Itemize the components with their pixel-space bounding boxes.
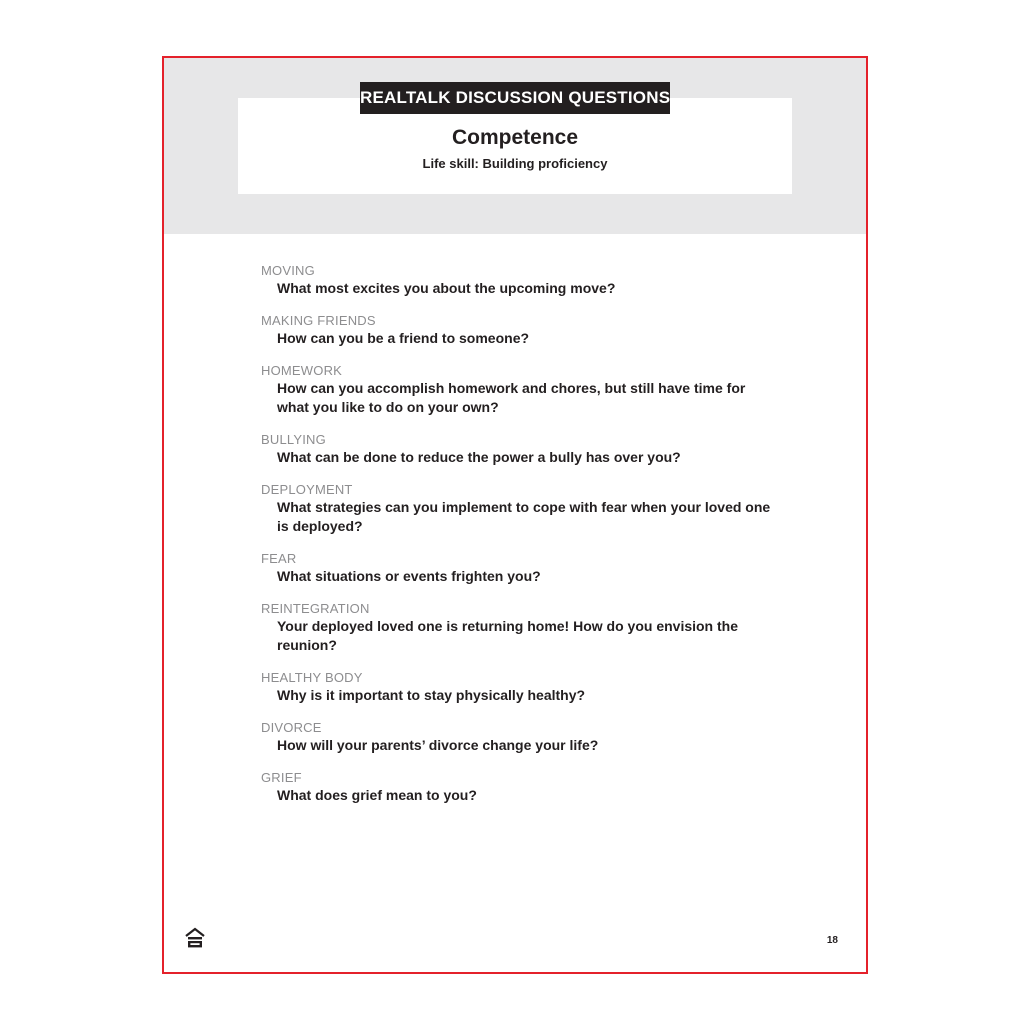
document-page — [162, 56, 868, 974]
question-text: What strategies can you implement to cope with fear when your loved one is deployed? — [277, 499, 771, 534]
question-text: How can you be a friend to someone? — [277, 330, 530, 346]
header-band — [164, 58, 866, 234]
question-topic: DEPLOYMENT — [261, 482, 353, 497]
question-topic: GRIEF — [261, 770, 302, 785]
question-topic: HEALTHY BODY — [261, 670, 363, 685]
page-subtitle: Life skill: Building proficiency — [422, 156, 608, 171]
list-item — [261, 719, 781, 755]
house-logo-icon — [184, 927, 206, 949]
list-item — [261, 431, 781, 467]
list-item — [261, 600, 781, 655]
question-text: Why is it important to stay physically healthy? — [277, 687, 586, 703]
question-topic: FEAR — [261, 551, 297, 566]
list-item — [261, 312, 781, 348]
question-text: How will your parents’ divorce change your life? — [277, 737, 599, 753]
question-text: How can you accomplish homework and chores, but still have time for what you like to do on your own? — [277, 380, 746, 415]
question-topic: MAKING FRIENDS — [261, 313, 376, 328]
question-text: What does grief mean to you? — [277, 787, 477, 803]
list-item — [261, 362, 781, 417]
question-topic: BULLYING — [261, 432, 326, 447]
list-item — [261, 769, 781, 805]
question-topic: HOMEWORK — [261, 363, 343, 378]
list-item — [261, 669, 781, 705]
section-tag: REALTALK DISCUSSION QUESTIONS — [360, 82, 670, 114]
question-list — [261, 262, 781, 819]
question-text: What most excites you about the upcoming move? — [277, 280, 616, 296]
page-number: 18 — [826, 935, 838, 946]
question-text: What can be done to reduce the power a bully has over you? — [277, 449, 681, 465]
page-title: Competence — [451, 126, 579, 149]
question-text: What situations or events frighten you? — [277, 568, 541, 584]
question-topic: MOVING — [261, 263, 315, 278]
list-item — [261, 481, 781, 536]
list-item — [261, 262, 781, 298]
question-topic: REINTEGRATION — [261, 601, 370, 616]
list-item — [261, 550, 781, 586]
question-topic: DIVORCE — [261, 720, 322, 735]
question-text: Your deployed loved one is returning home! How do you envision the reunion? — [277, 618, 739, 653]
